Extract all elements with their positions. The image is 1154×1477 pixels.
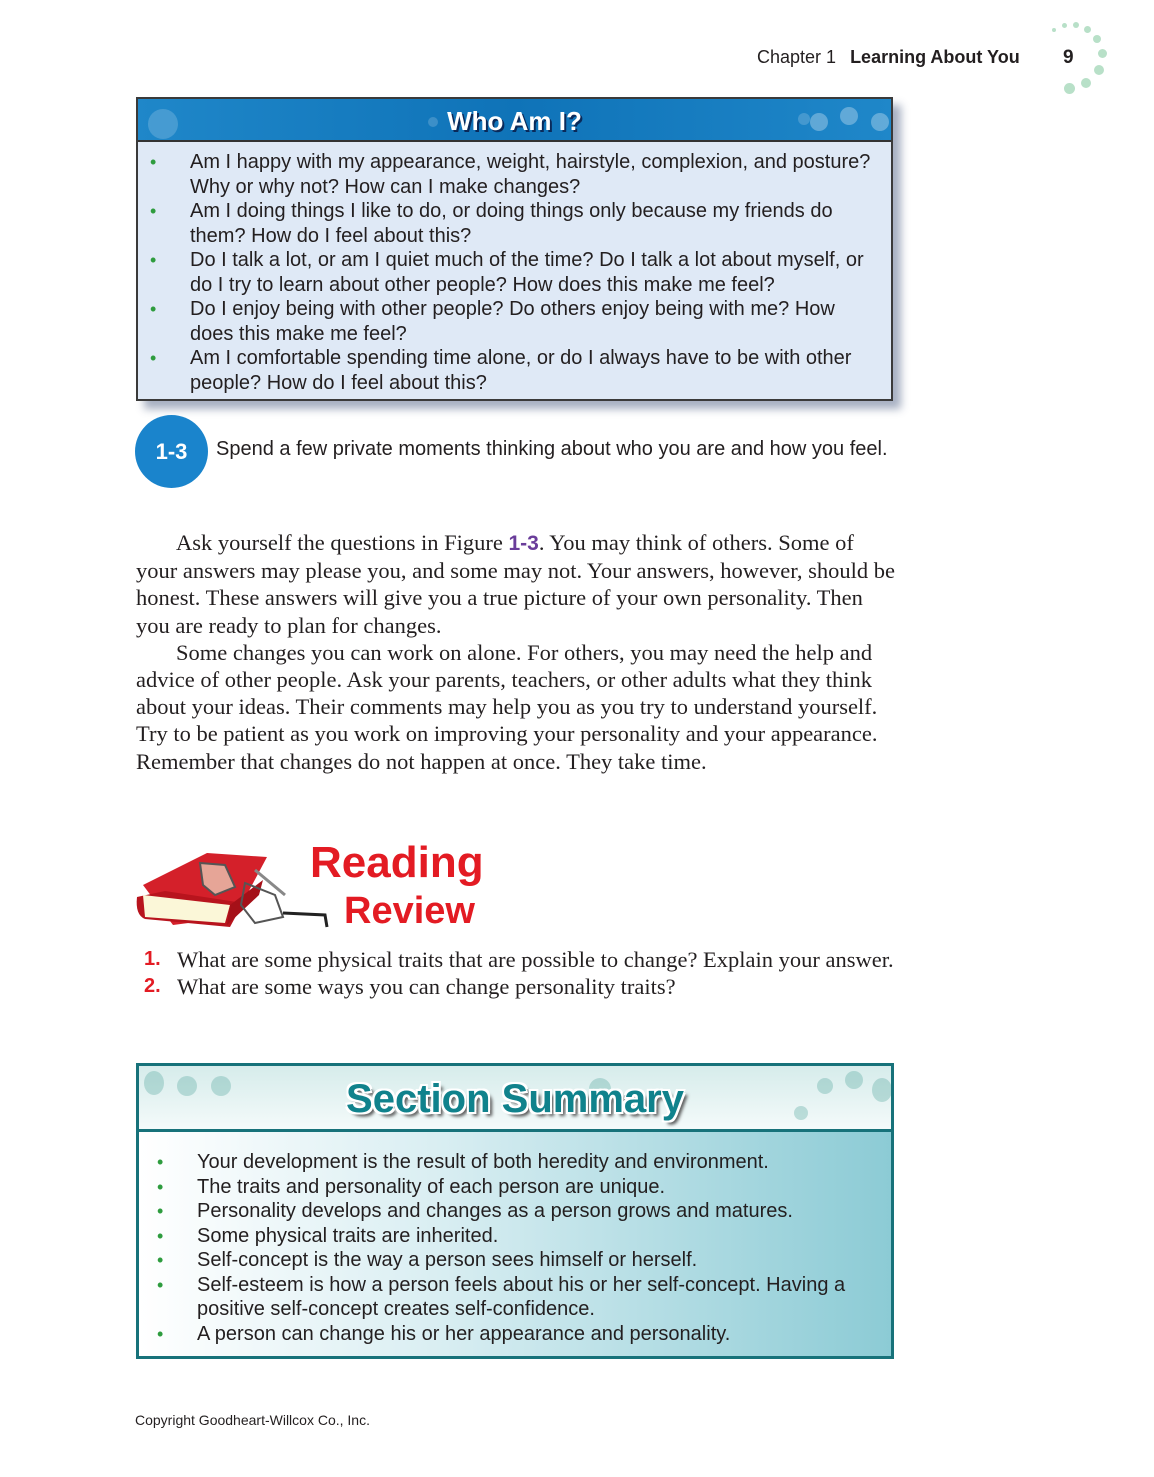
figure-caption: Spend a few private moments thinking about who you are and how you feel. bbox=[216, 438, 888, 460]
list-item: • A person can change his or her appearance and personality. bbox=[157, 1322, 731, 1345]
reading-review-subtitle: Review bbox=[344, 890, 475, 932]
list-item: • Self-esteem is how a person feels about his or her self-concept. Having a positive self-concept creates self-confidence. bbox=[157, 1273, 846, 1320]
review-questions bbox=[136, 946, 896, 1000]
list-item: • Am I doing things I like to do, or doing things only because my friends do them? How do I feel about this? bbox=[150, 200, 833, 247]
reading-review-title: Reading bbox=[310, 838, 484, 887]
figure-number-badge: 1-3 bbox=[135, 415, 208, 488]
who-am-i-box bbox=[136, 97, 893, 401]
list-item: • Self-concept is the way a person sees himself or herself. bbox=[157, 1249, 698, 1271]
summary-list bbox=[139, 1132, 891, 1346]
page-number: 9 bbox=[1063, 47, 1074, 68]
list-item: • Am I comfortable spending time alone, or do I always have to be with other people? How do I feel about this? bbox=[150, 347, 852, 394]
who-am-i-header bbox=[138, 99, 891, 142]
section-summary-header bbox=[139, 1066, 891, 1132]
list-item: • The traits and personality of each person are unique. bbox=[157, 1175, 666, 1198]
book-glasses-icon bbox=[135, 845, 330, 930]
paragraph: Some changes you can work on alone. For others, you may need the help and advice of other people. Ask your parents, teachers, or other adults what they think about your ideas. Their comments may help you as you try to understand yourself. Try to be patient as you work on improving your personality and your appearance. Remember that changes do not happen at once. They take time. bbox=[136, 639, 878, 774]
list-item: • Some physical traits are inherited. bbox=[157, 1224, 499, 1247]
paragraph: Ask yourself the questions in Figure 1-3. You may think of others. Some of your answers may please you, and some may not. Your answers, however, should be honest. These answers will give you a true picture of your own personality. Then you are ready to plan for changes. bbox=[136, 530, 895, 638]
review-question: 1. What are some physical traits that are possible to change? Explain your answer. bbox=[144, 947, 894, 972]
list-item: • Am I happy with my appearance, weight, hairstyle, complexion, and posture? Why or why not? How can I make changes? bbox=[150, 151, 871, 198]
body-text bbox=[136, 529, 896, 775]
running-header bbox=[757, 47, 1020, 68]
copyright: Copyright Goodheart-Willcox Co., Inc. bbox=[135, 1412, 370, 1428]
section-summary-title: Section Summary bbox=[346, 1077, 684, 1121]
question-list bbox=[138, 142, 891, 395]
figure-reference[interactable]: 1-3 bbox=[508, 532, 539, 555]
section-summary-box bbox=[136, 1063, 894, 1359]
list-item: • Do I talk a lot, or am I quiet much of the time? Do I talk a lot about myself, or do I try to learn about other people? How does this make me feel? bbox=[150, 249, 864, 296]
chapter-title: Learning About You bbox=[850, 47, 1020, 67]
review-question: 2. What are some ways you can change personality traits? bbox=[144, 974, 676, 1000]
chapter-label: Chapter 1 bbox=[757, 47, 837, 67]
list-item: • Do I enjoy being with other people? Do others enjoy being with me? How does this make me feel? bbox=[150, 298, 835, 345]
list-item: • Personality develops and changes as a person grows and matures. bbox=[157, 1200, 793, 1222]
who-am-i-title: Who Am I? bbox=[447, 106, 582, 136]
list-item: • Your development is the result of both heredity and environment. bbox=[157, 1151, 769, 1173]
